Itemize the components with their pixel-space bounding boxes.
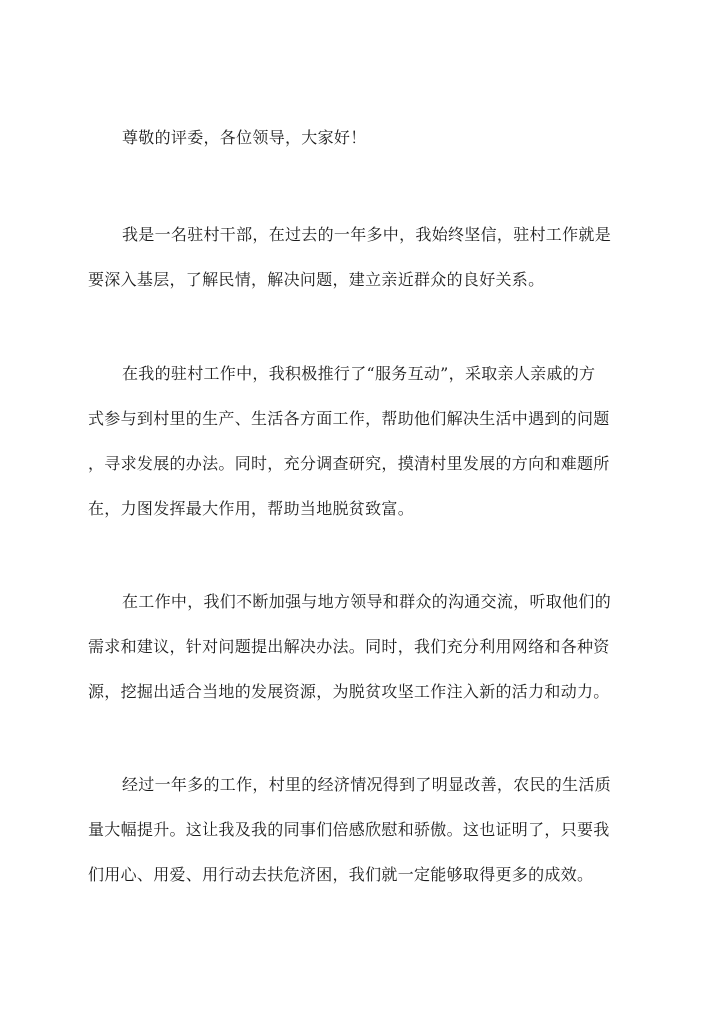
paragraph-line: 尊敬的评委，各位领导，大家好！ — [122, 128, 367, 147]
paragraph-line: 们用心、用爱、用行动去扶危济困，我们就一定能够取得更多的成效。 — [88, 865, 594, 884]
paragraph-results — [88, 762, 638, 897]
paragraph-greeting — [88, 115, 638, 160]
paragraph-line: 在，力图发挥最大作用，帮助当地脱贫致富。 — [88, 499, 415, 518]
paragraph-line: 量大幅提升。这让我及我的同事们倍感欣慰和骄傲。这也证明了，只要我 — [88, 820, 610, 839]
paragraph-line: 在工作中，我们不断加强与地方领导和群众的沟通交流，听取他们的 — [122, 592, 612, 611]
paragraph-line: 我是一名驻村干部，在过去的一年多中，我始终坚信，驻村工作就是 — [122, 225, 612, 244]
paragraph-line: ，寻求发展的办法。同时，充分调查研究，摸清村里发展的方向和难题所 — [88, 454, 610, 473]
paragraph-service-interaction — [88, 351, 638, 531]
paragraph-line: 式参与到村里的生产、生活各方面工作，帮助他们解决生活中遇到的问题 — [88, 409, 610, 428]
paragraph-line: 需求和建议，针对问题提出解决办法。同时，我们充分利用网络和各种资 — [88, 637, 610, 656]
paragraph-line: 要深入基层，了解民情，解决问题，建立亲近群众的良好关系。 — [88, 270, 545, 289]
paragraph-line: 在我的驻村工作中，我积极推行了“服务互动”，采取亲人亲戚的方 — [122, 364, 596, 383]
paragraph-line: 源，挖掘出适合当地的发展资源，为脱贫攻坚工作注入新的活力和动力。 — [88, 682, 610, 701]
paragraph-line: 经过一年多的工作，村里的经济情况得到了明显改善，农民的生活质 — [122, 775, 612, 794]
paragraph-communication — [88, 579, 638, 714]
paragraph-introduction — [88, 212, 638, 302]
